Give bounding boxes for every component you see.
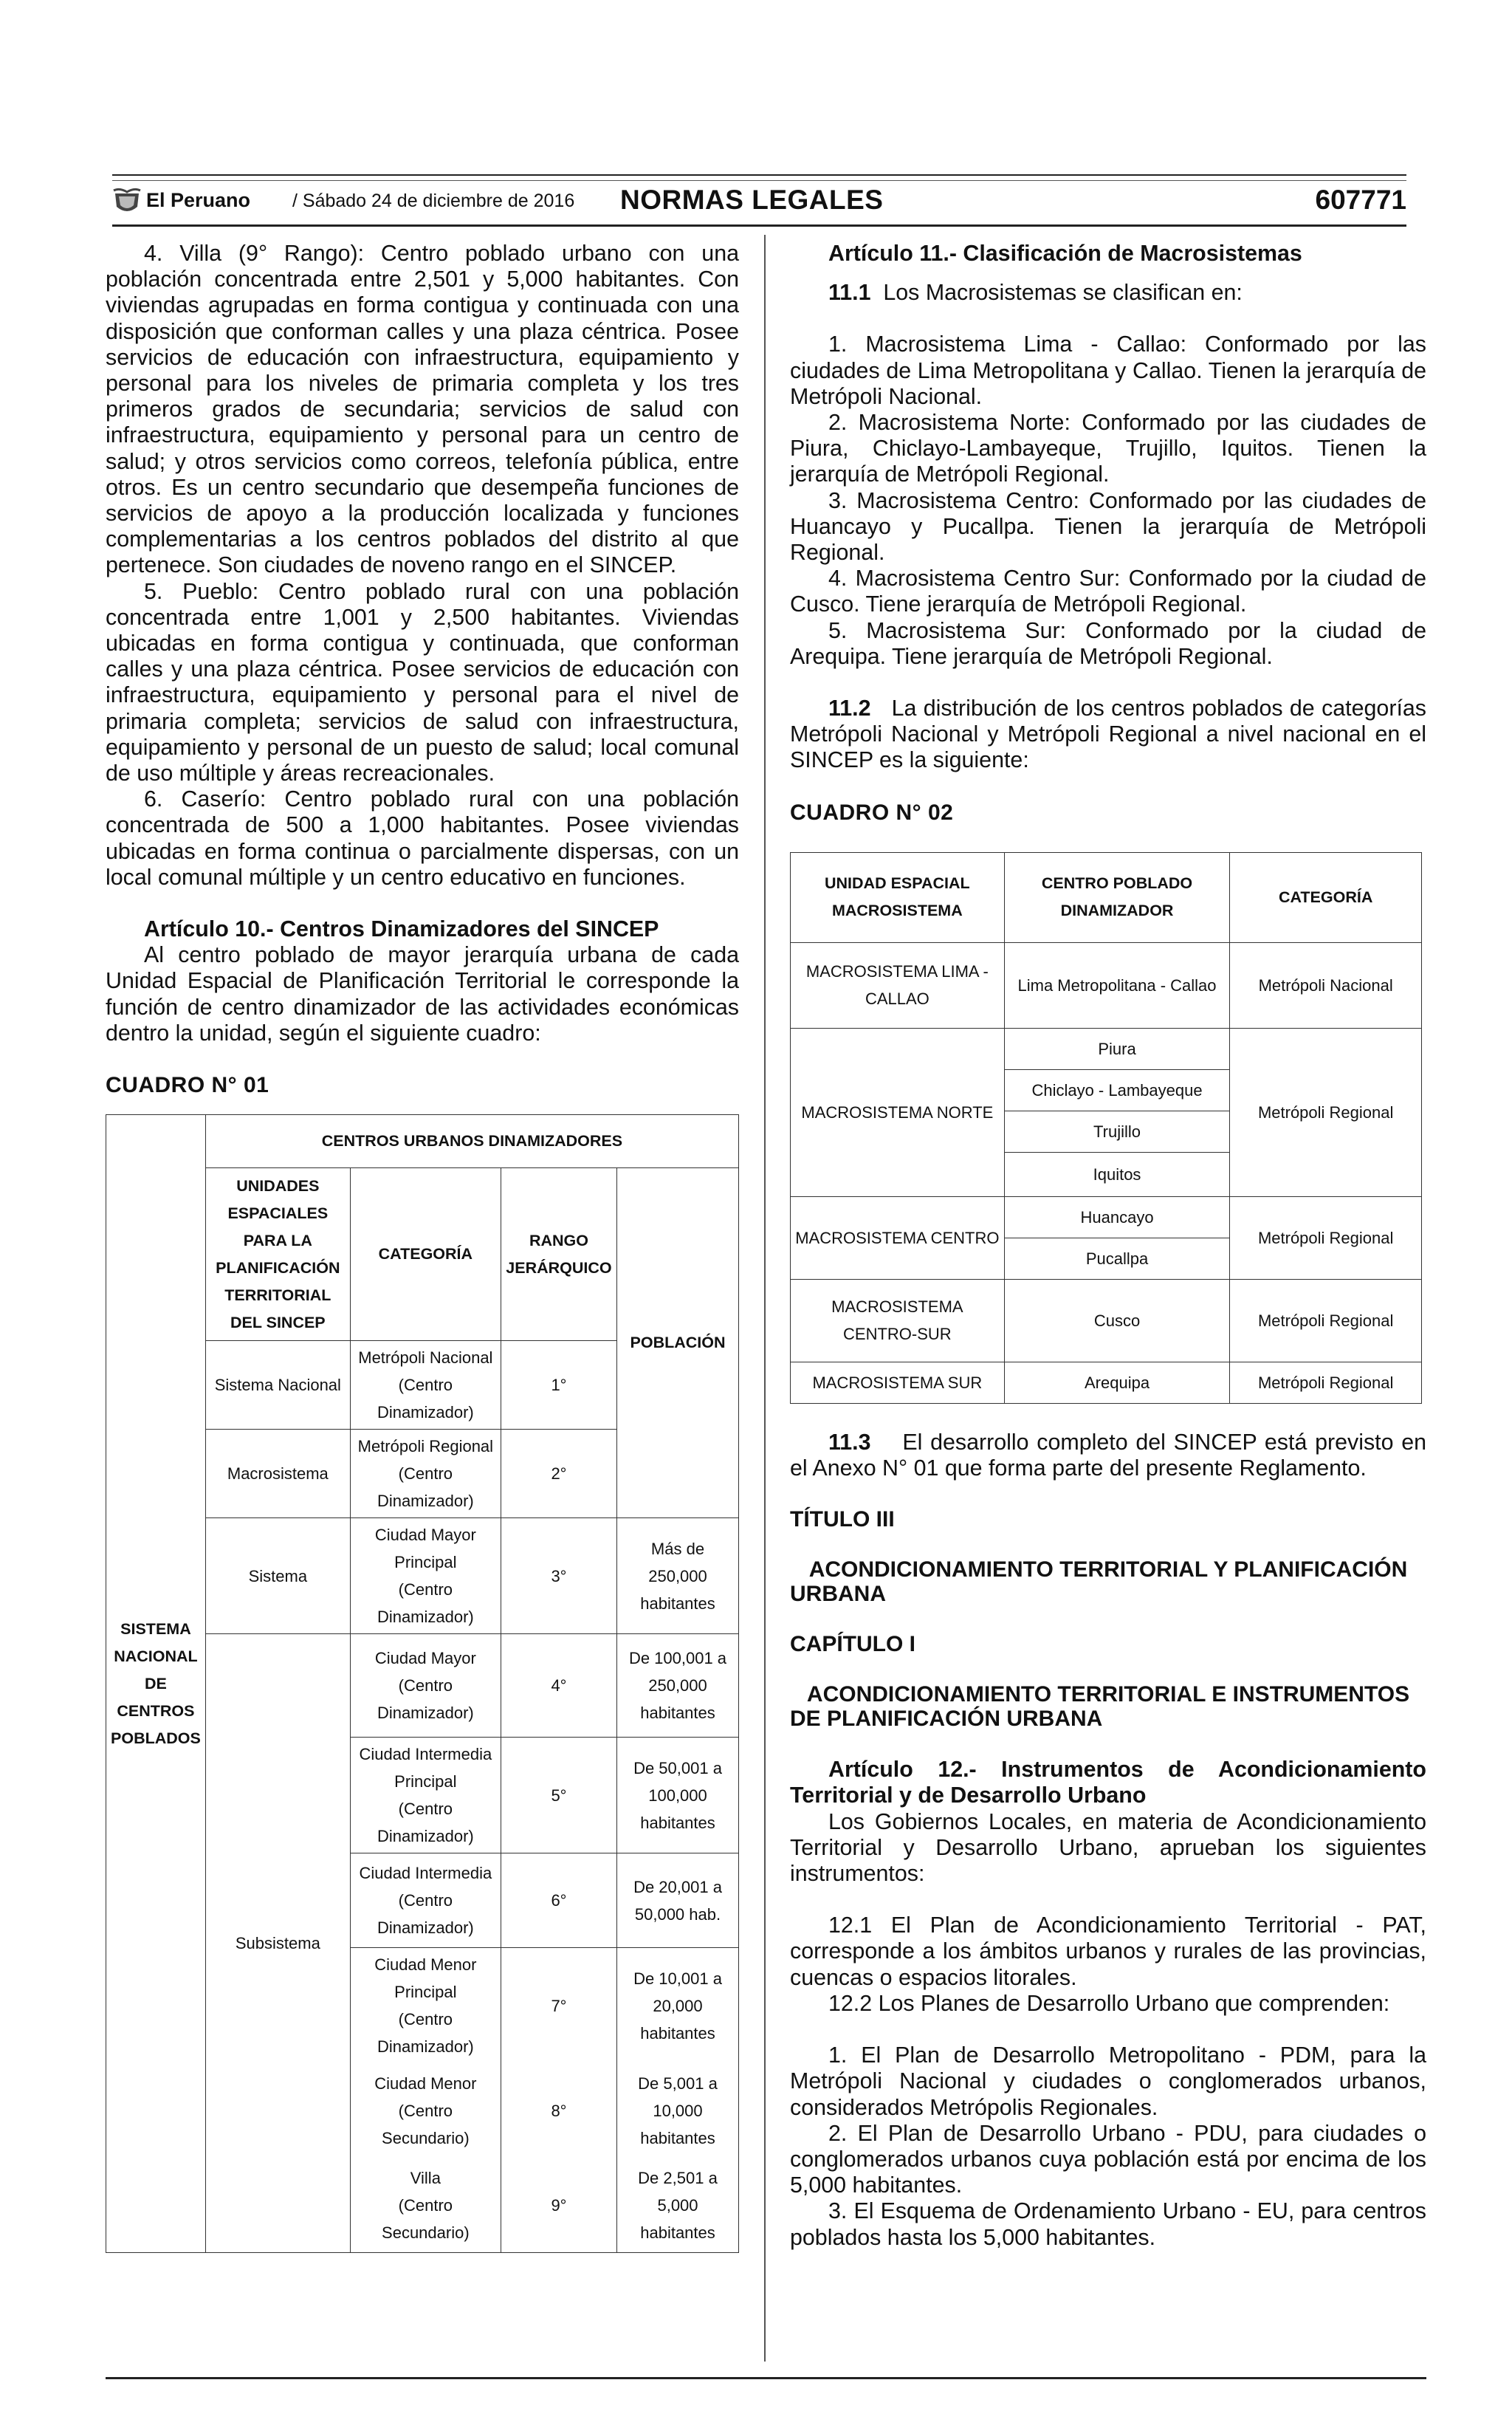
center-arequipa: Arequipa xyxy=(1004,1362,1230,1403)
table-row: Metrópoli Regional (Centro Dinamizador) xyxy=(350,1430,501,1518)
instrument-1: 1. El Plan de Desarrollo Metropolitano - PDM, para la Metrópoli Nacional y ciudades o conglomerados urbanos, considerados Metrópolis Regionales. xyxy=(790,2043,1426,2120)
macrosistema-5: 5. Macrosistema Sur: Conformado por la ciudad de Arequipa. Tiene jerarquía de Metrópoli Regional. xyxy=(790,617,1426,669)
unit-macrosistema: Macrosistema xyxy=(205,1430,350,1518)
rango-cell: 6° xyxy=(501,1853,616,1948)
table-row: Ciudad Intermedia (Centro Dinamizador) xyxy=(350,1853,501,1948)
col-header-rango: RANGO JERÁRQUICO xyxy=(501,1168,616,1341)
paragraph-caserio: 6. Caserío: Centro poblado rural con una población concentrada de 500 a 1,000 habitantes. Posee viviendas ubicadas en forma continua o parcialmente dispersas, con un local comunal múltiple y un centro educativo en funciones. xyxy=(106,786,739,890)
unit-centro: MACROSISTEMA CENTRO xyxy=(791,1196,1005,1279)
article-10-body: Al centro poblado de mayor jerarquía urbana de cada Unidad Espacial de Planificación Territorial le corresponde la función de centro dinamizador de las actividades económicas dentro la unidad, según el siguiente cuadro: xyxy=(106,942,739,1046)
rango-cell: 1° xyxy=(501,1341,616,1430)
rango-cell: 9° xyxy=(501,2158,616,2252)
center-piura: Piura xyxy=(1004,1028,1230,1069)
unit-sistema-nacional: Sistema Nacional xyxy=(205,1341,350,1430)
article-12-title: Artículo 12.- Instrumentos de Acondicionamiento Territorial y de Desarrollo Urbano xyxy=(790,1757,1426,1808)
poblacion-cell: De 100,001 a 250,000 habitantes xyxy=(617,1634,739,1738)
table-row: Metrópoli Nacional (Centro Dinamizador) xyxy=(350,1341,501,1430)
unit-centro-sur: MACROSISTEMA CENTRO-SUR xyxy=(791,1279,1005,1362)
paragraph-12-1: 12.1 El Plan de Acondicionamiento Territorial - PAT, corresponde a los ámbitos urbanos y rurales de las provincias, cuencas o espacios litorales. xyxy=(790,1913,1426,1990)
unit-norte: MACROSISTEMA NORTE xyxy=(791,1028,1005,1196)
paragraph-12-2: 12.2 Los Planes de Desarrollo Urbano que comprenden: xyxy=(828,1990,1390,2016)
category-sur: Metrópoli Regional xyxy=(1230,1362,1422,1403)
category-lima: Metrópoli Nacional xyxy=(1230,942,1422,1028)
center-trujillo: Trujillo xyxy=(1004,1111,1230,1152)
col-header-categoria: CATEGORÍA xyxy=(1230,852,1422,942)
center-cusco: Cusco xyxy=(1004,1279,1230,1362)
rango-cell: 2° xyxy=(501,1430,616,1518)
right-column xyxy=(790,241,1426,2251)
capitulo-i: CAPÍTULO I xyxy=(790,1632,915,1657)
unit-sur: MACROSISTEMA SUR xyxy=(791,1362,1005,1403)
article-12-body: Los Gobiernos Locales, en materia de Acondicionamiento Territorial y Desarrollo Urbano, aprueban los siguientes instrumentos: xyxy=(790,1808,1426,1887)
col-header-poblacion: POBLACIÓN xyxy=(617,1168,739,1518)
side-label: SISTEMA NACIONAL DE CENTROS POBLADOS xyxy=(106,1115,206,2253)
page-number: 607771 xyxy=(1315,185,1406,215)
macrosistema-4: 4. Macrosistema Centro Sur: Conformado por la ciudad de Cusco. Tiene jerarquía de Metrópoli Regional. xyxy=(790,566,1426,617)
titulo-iii: TÍTULO III xyxy=(790,1507,895,1532)
col-header-categoria: CATEGORÍA xyxy=(350,1168,501,1341)
table-row: Ciudad Mayor (Centro Dinamizador) xyxy=(350,1634,501,1738)
table-row: Ciudad Mayor Principal (Centro Dinamizador) xyxy=(350,1518,501,1634)
poblacion-cell: Más de 250,000 habitantes xyxy=(617,1518,739,1634)
col-header-unidades: UNIDADES ESPACIALES PARA LA PLANIFICACIÓN TERRITORIAL DEL SINCEP xyxy=(205,1168,350,1341)
page-header xyxy=(112,185,1406,224)
unit-lima-callao: MACROSISTEMA LIMA - CALLAO xyxy=(791,942,1005,1028)
header-bottom-rule xyxy=(112,224,1406,227)
table-row: Ciudad Menor (Centro Secundario) xyxy=(350,2063,501,2158)
paragraph-11-3: 11.3 El desarrollo completo del SINCEP está previsto en el Anexo N° 01 que forma parte del presente Reglamento. xyxy=(790,1429,1427,1481)
center-pucallpa: Pucallpa xyxy=(1004,1238,1230,1279)
unit-subsistema: Subsistema xyxy=(205,1634,350,2253)
table-row: Ciudad Intermedia Principal (Centro Dinamizador) xyxy=(350,1738,501,1853)
table-row: Ciudad Menor Principal (Centro Dinamizador) xyxy=(350,1948,501,2064)
titulo-iii-name: ACONDICIONAMIENTO TERRITORIAL Y PLANIFICACIÓN URBANA xyxy=(790,1557,1408,1607)
cuadro-02-title: CUADRO N° 02 xyxy=(790,800,954,825)
newspaper-name: El Peruano xyxy=(146,189,251,211)
instrument-3: 3. El Esquema de Ordenamiento Urbano - EU, para centros poblados hasta los 5,000 habitantes. xyxy=(790,2198,1426,2250)
left-column xyxy=(106,241,739,2253)
poblacion-cell: De 2,501 a 5,000 habitantes xyxy=(617,2158,739,2252)
capitulo-i-name: ACONDICIONAMIENTO TERRITORIAL E INSTRUMENTOS DE PLANIFICACIÓN URBANA xyxy=(790,1682,1410,1732)
article-11-title: Artículo 11.- Clasificación de Macrosistemas xyxy=(828,241,1302,266)
col-header-centro: CENTRO POBLADO DINAMIZADOR xyxy=(1004,852,1230,942)
macrosistema-2: 2. Macrosistema Norte: Conformado por las ciudades de Piura, Chiclayo-Lambayeque, Trujillo, Iquitos. Tienen la jerarquía de Metrópoli Regional. xyxy=(790,410,1426,487)
issue-date: / Sábado 24 de diciembre de 2016 xyxy=(292,191,575,211)
macrosistema-1: 1. Macrosistema Lima - Callao: Conformado por las ciudades de Lima Metropolitana y Callao. Tienen la jerarquía de Metrópoli Nacional. xyxy=(790,332,1426,409)
col-header-unidad: UNIDAD ESPACIAL MACROSISTEMA xyxy=(791,852,1005,942)
center-huancayo: Huancayo xyxy=(1004,1196,1230,1238)
header-top-rule xyxy=(112,174,1406,176)
poblacion-cell: De 20,001 a 50,000 hab. xyxy=(617,1853,739,1948)
table-row: Villa (Centro Secundario) xyxy=(350,2158,501,2252)
cuadro-02-table xyxy=(790,852,1422,1404)
macrosistema-3: 3. Macrosistema Centro: Conformado por las ciudades de Huancayo y Pucallpa. Tienen la jerarquía de Metrópoli Regional. xyxy=(790,487,1426,566)
article-10-title: Artículo 10.- Centros Dinamizadores del SINCEP xyxy=(144,916,659,942)
footer-rule xyxy=(106,2377,1426,2379)
instrument-2: 2. El Plan de Desarrollo Urbano - PDU, para ciudades o conglomerados urbanos cuya población está por encima de los 5,000 habitantes. xyxy=(790,2120,1426,2198)
unit-sistema: Sistema xyxy=(205,1518,350,1634)
rango-cell: 7° xyxy=(501,1948,616,2064)
center-lima: Lima Metropolitana - Callao xyxy=(1004,942,1230,1028)
paragraph-11-1: 11.1 Los Macrosistemas se clasifican en: xyxy=(828,280,1243,306)
rango-cell: 8° xyxy=(501,2063,616,2158)
paragraph-pueblo: 5. Pueblo: Centro poblado rural con una población concentrada entre 1,001 y 2,500 habitantes. Viviendas ubicadas en forma contigua y continuada, que conforman calles y una plaza céntrica. Posee servicios de educación con infraestructura, equipamiento y personal para el nivel de primaria completa; servicios de salud con infraestructura, equipamiento y personal de un puesto de salud; local comunal de uso múltiple y áreas recreacionales. xyxy=(106,578,739,786)
rango-cell: 3° xyxy=(501,1518,616,1634)
section-title: NORMAS LEGALES xyxy=(620,185,884,215)
rango-cell: 5° xyxy=(501,1738,616,1853)
coat-of-arms-icon xyxy=(112,188,142,217)
poblacion-cell: De 5,001 a 10,000 habitantes xyxy=(617,2063,739,2158)
category-norte: Metrópoli Regional xyxy=(1230,1028,1422,1196)
center-chiclayo: Chiclayo - Lambayeque xyxy=(1004,1069,1230,1111)
center-iquitos: Iquitos xyxy=(1004,1152,1230,1196)
cuadro-01-table xyxy=(106,1114,739,2253)
cuadro-01-title: CUADRO N° 01 xyxy=(106,1073,269,1098)
poblacion-cell: De 50,001 a 100,000 habitantes xyxy=(617,1738,739,1853)
category-centro-sur: Metrópoli Regional xyxy=(1230,1279,1422,1362)
rango-cell: 4° xyxy=(501,1634,616,1738)
group-header: CENTROS URBANOS DINAMIZADORES xyxy=(205,1115,738,1168)
header-top-rule-thin xyxy=(112,180,1406,181)
poblacion-cell: De 10,001 a 20,000 habitantes xyxy=(617,1948,739,2064)
paragraph-11-2: 11.2 La distribución de los centros poblados de categorías Metrópoli Nacional y Metrópoli Regional a nivel nacional en el SINCEP es la siguiente: xyxy=(790,696,1426,773)
category-centro: Metrópoli Regional xyxy=(1230,1196,1422,1279)
column-divider xyxy=(764,235,766,2362)
paragraph-villa: 4. Villa (9° Rango): Centro poblado urbano con una población concentrada entre 2,501 y 5,000 habitantes. Con viviendas agrupadas en forma contigua y continuada con una disposición que conforman calles y una plaza céntrica. Posee servicios de educación con infraestructura, equipamiento y personal para los niveles de primaria completa y los tres primeros grados de secundaria; servicios de salud con infraestructura, equipamiento y personal para un centro de salud; y otros servicios como correos, telefonía pública, entre otros. Es un centro secundario que desempeña funciones de servicios de apoyo a la producción localizada y funciones complementarias a los centros poblados del distrito al que pertenece. Son ciudades de noveno rango en el SINCEP. xyxy=(106,241,739,578)
